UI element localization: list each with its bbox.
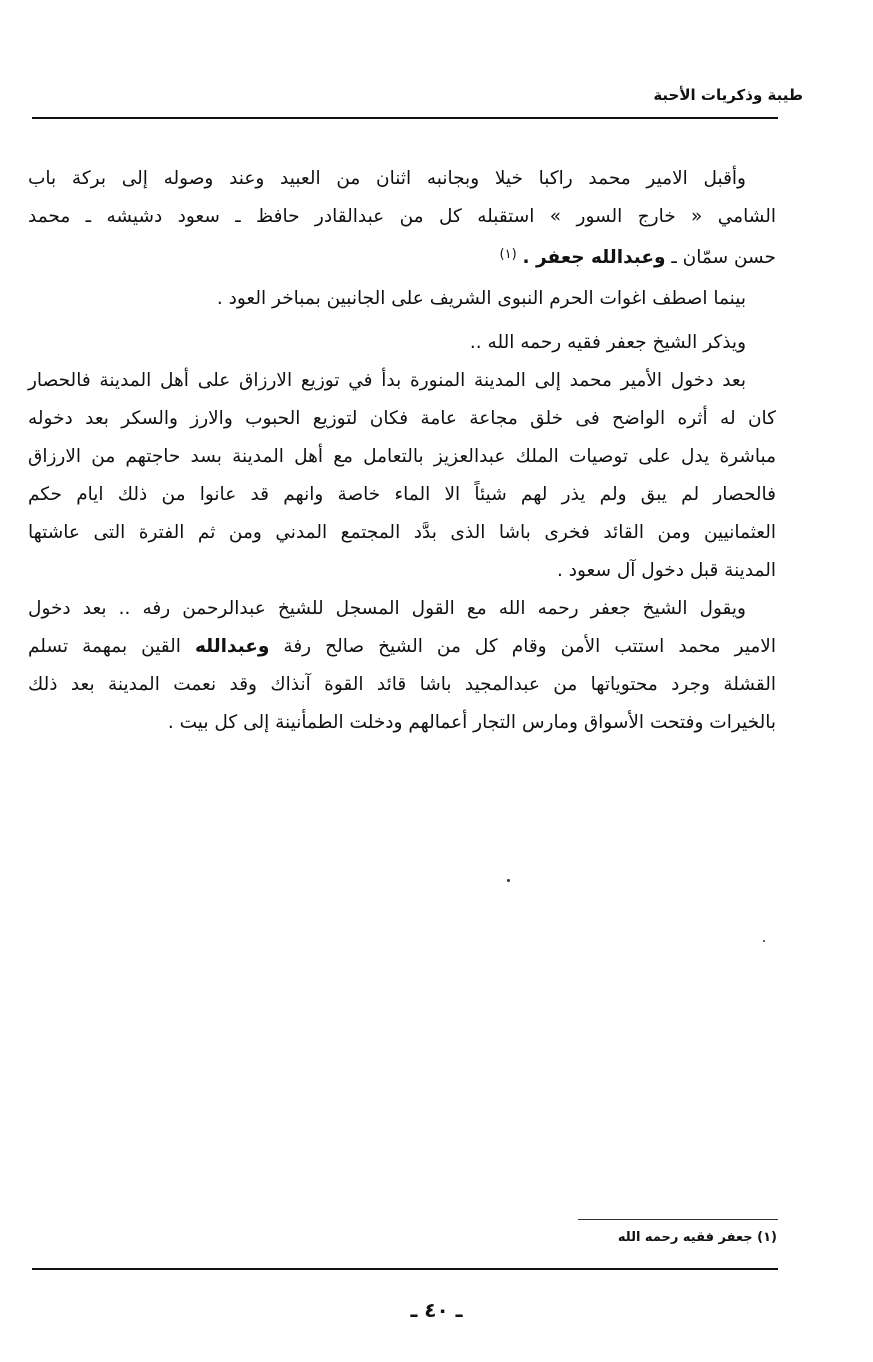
footnote: (١) جعفر فقيه رحمه الله bbox=[617, 1230, 777, 1245]
footnote-marker: (١) bbox=[499, 247, 517, 262]
text-line: المدينة قبل دخول آل سعود . bbox=[556, 560, 776, 581]
text-span: الامير محمد استتب الأمن وقام كل من الشيخ صالح رفة bbox=[283, 636, 776, 657]
bold-name: وعبدالله جعفر . bbox=[522, 247, 666, 268]
scan-speck bbox=[507, 879, 510, 882]
text-line: بينما اصطف اغوات الحرم النبوى الشريف على الجانبين بمباخر العود . bbox=[216, 288, 746, 309]
text-line: القشلة وجرد محتوياتها من عبدالمجيد باشا قائد القوة آنذاك وقد نعمت المدينة بعد ذلك bbox=[28, 674, 776, 695]
text-line: مباشرة يدل على توصيات الملك عبدالعزيز بالتعامل مع أهل المدينة بسد حاجتهم من الارزاق bbox=[28, 446, 776, 467]
text-line bbox=[28, 236, 776, 274]
text-line: الشامي « خارج السور » استقبله كل من عبدالقادر حافظ ـ سعود دشيشه ـ محمد bbox=[28, 206, 776, 227]
body-text bbox=[28, 160, 776, 742]
page-number: ـ ٤٠ ـ bbox=[410, 1298, 463, 1322]
scan-speck bbox=[763, 940, 765, 942]
text-line: كان له أثره الواضح فى خلق مجاعة عامة فكان لتوزيع الحبوب والارز والسكر بعد دخوله bbox=[28, 408, 776, 429]
text-line: ويذكر الشيخ جعفر فقيه رحمه الله .. bbox=[469, 332, 746, 353]
footer-rule bbox=[32, 1268, 778, 1270]
text-line: وأقبل الامير محمد راكبا خيلا وبجانبه اثنان من العبيد وعند وصوله إلى بركة باب bbox=[28, 168, 746, 189]
text-span: القين بمهمة تسلم bbox=[28, 636, 181, 657]
bold-name: وعبدالله bbox=[194, 636, 270, 657]
text-line bbox=[28, 628, 776, 666]
header-rule bbox=[32, 117, 778, 119]
text-line: فالحصار لم يبق ولم يذر لهم شيئاً الا الماء خاصة وانهم قد عانوا من ذلك ايام حكم bbox=[28, 484, 776, 505]
text-line: بالخيرات وفتحت الأسواق ومارس التجار أعمالهم ودخلت الطمأنينة إلى كل بيت . bbox=[167, 712, 776, 733]
footnote-rule bbox=[578, 1219, 778, 1220]
running-header-title: طيبة وذكريات الأحبة bbox=[653, 86, 803, 104]
text-line: العثمانيين ومن القائد فخرى باشا الذى بدَّد المجتمع المدني ومن ثم الفترة التى عاشتها bbox=[28, 522, 776, 543]
text-line: بعد دخول الأمير محمد إلى المدينة المنورة بدأ في توزيع الارزاق على أهل المدينة فالحصار bbox=[28, 370, 746, 391]
text-span: حسن سمّان ـ bbox=[671, 247, 776, 268]
text-line: ويقول الشيخ جعفر رحمه الله مع القول المسجل للشيخ عبدالرحمن رفه .. بعد دخول bbox=[28, 598, 746, 619]
